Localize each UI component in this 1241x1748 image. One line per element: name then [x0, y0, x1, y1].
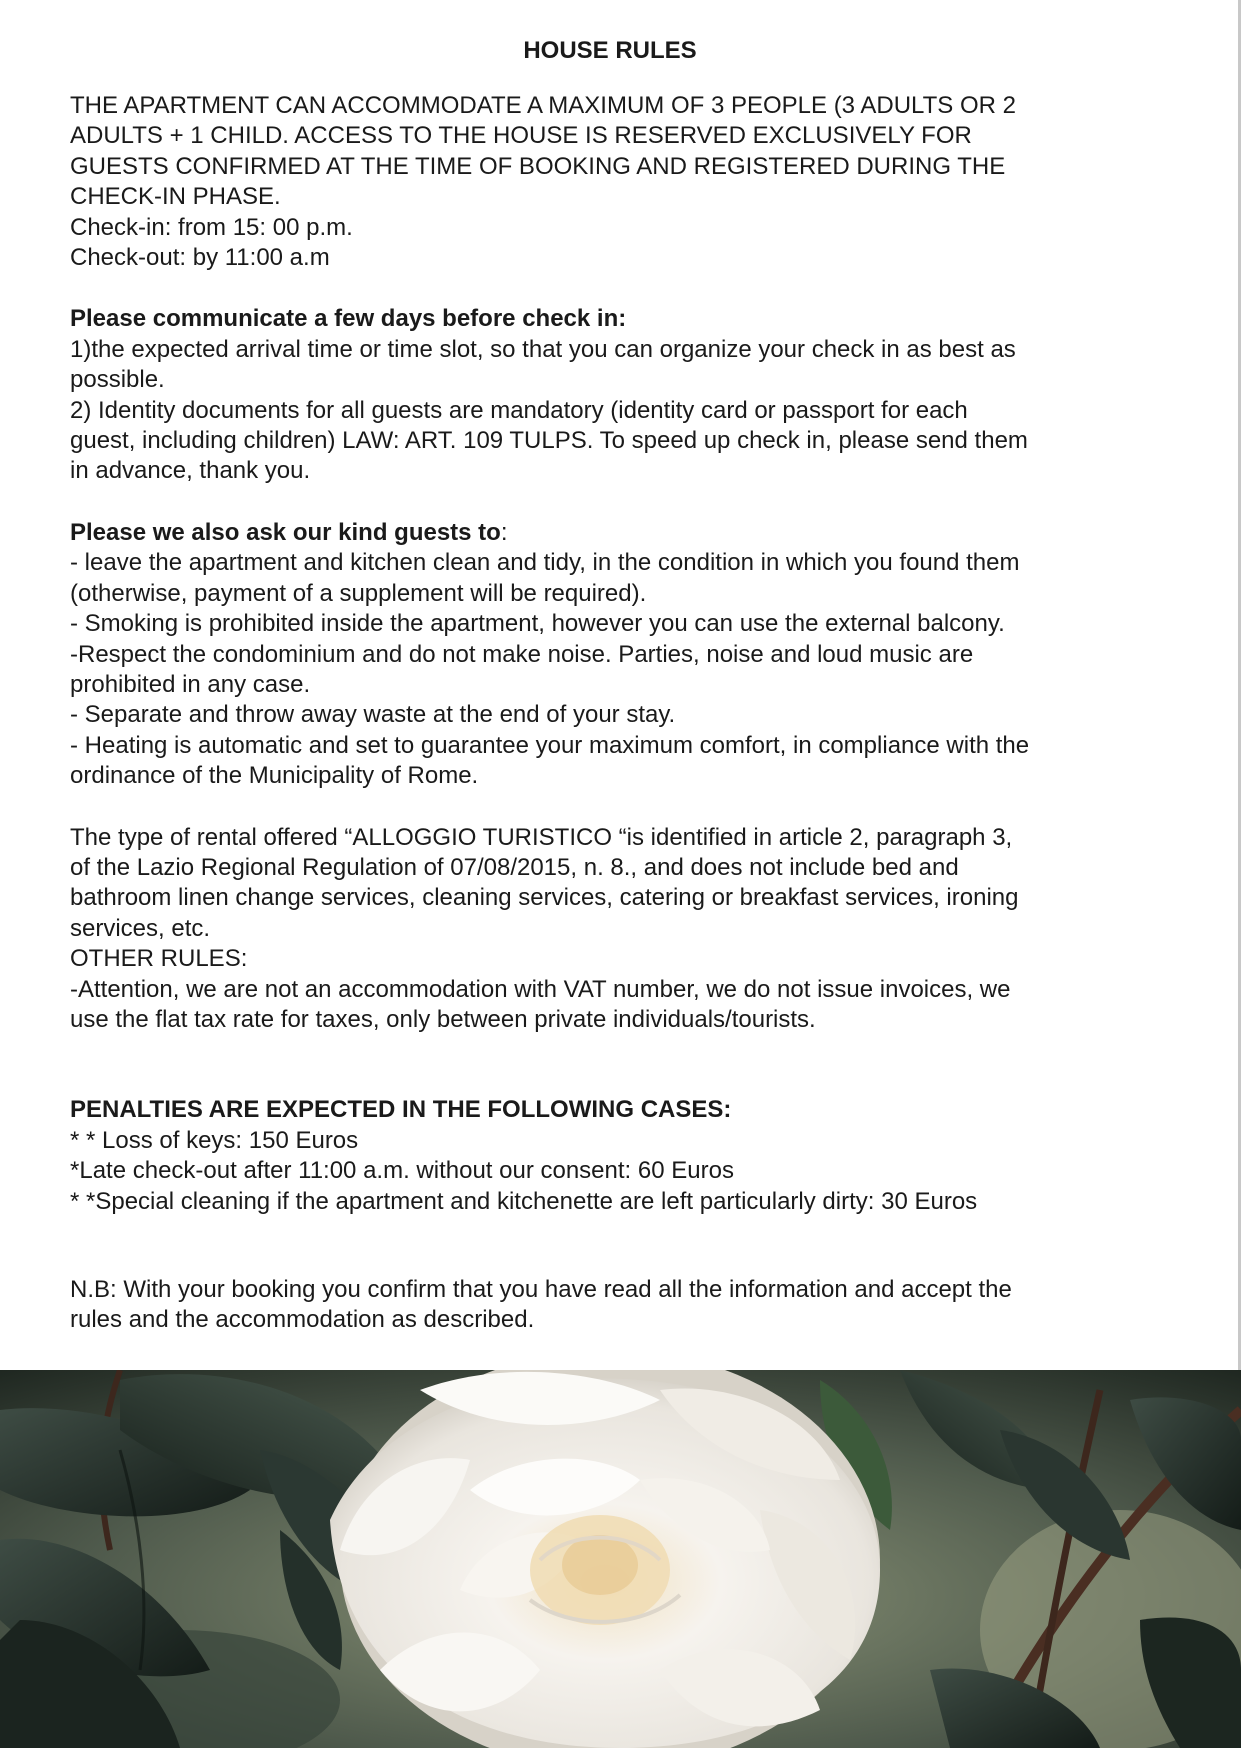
check-out-time: Check-out: by 11:00 a.m	[70, 244, 330, 272]
nb-section	[70, 1275, 1150, 1336]
intro-line: CHECK-IN PHASE.	[70, 183, 281, 211]
guest-request-line: prohibited in any case.	[70, 670, 311, 698]
guest-requests-section	[70, 518, 1150, 792]
guest-request-line: (otherwise, payment of a supplement will be required).	[70, 579, 647, 607]
camellia-photo	[0, 1370, 1241, 1748]
check-in-time: Check-in: from 15: 00 p.m.	[70, 213, 353, 241]
guest-request-line: - Smoking is prohibited inside the apartment, however you can use the external balcony.	[70, 610, 1005, 638]
guest-request-line: - Heating is automatic and set to guarantee your maximum comfort, in compliance with the	[70, 731, 1030, 759]
intro-line: GUESTS CONFIRMED AT THE TIME OF BOOKING AND REGISTERED DURING THE	[70, 152, 1006, 180]
guest-request-line: - leave the apartment and kitchen clean and tidy, in the condition in which you found them	[70, 549, 1020, 577]
page-title: HOUSE RULES	[523, 37, 697, 64]
camellia-flower	[330, 1370, 880, 1748]
guest-request-line: ordinance of the Municipality of Rome.	[70, 762, 479, 790]
guest-requests-heading: Please we also ask our kind guests to	[70, 518, 501, 546]
communicate-line: guest, including children) LAW: ART. 109 TULPS. To speed up check in, please send them	[70, 427, 1028, 455]
rental-line: of the Lazio Regional Regulation of 07/08/2015, n. 8., and does not include bed and	[70, 853, 959, 881]
guest-requests-heading-row	[70, 518, 1150, 548]
guest-request-line: -Respect the condominium and do not make noise. Parties, noise and loud music are	[70, 640, 974, 668]
guest-request-line: - Separate and throw away waste at the end of your stay.	[70, 701, 676, 729]
penalties-heading: PENALTIES ARE EXPECTED IN THE FOLLOWING CASES:	[70, 1096, 732, 1124]
rental-type-section	[70, 823, 1150, 1036]
rental-line: bathroom linen change services, cleaning services, catering or breakfast services, ironing	[70, 884, 1019, 912]
communicate-heading: Please communicate a few days before check in:	[70, 305, 627, 333]
penalty-line: * *Special cleaning if the apartment and kitchenette are left particularly dirty: 30 Euros	[70, 1187, 978, 1215]
intro-line: THE APARTMENT CAN ACCOMMODATE A MAXIMUM OF 3 PEOPLE (3 ADULTS OR 2	[70, 92, 1016, 119]
other-rules-heading: OTHER RULES:	[70, 945, 248, 973]
communicate-section	[70, 304, 1150, 486]
other-rules-line: -Attention, we are not an accommodation with VAT number, we do not issue invoices, we	[70, 975, 1011, 1003]
guest-requests-heading-colon: :	[500, 518, 508, 546]
penalties-section	[70, 1095, 1150, 1217]
intro-section	[70, 91, 1150, 273]
penalty-line: * * Loss of keys: 150 Euros	[70, 1126, 359, 1154]
other-rules-line: use the flat tax rate for taxes, only between private individuals/tourists.	[70, 1005, 816, 1033]
nb-line: rules and the accommodation as described.	[70, 1306, 535, 1334]
communicate-line: possible.	[70, 366, 165, 394]
rental-line: The type of rental offered “ALLOGGIO TURISTICO “is identified in article 2, paragraph 3,	[70, 823, 1013, 851]
penalty-line: *Late check-out after 11:00 a.m. without our consent: 60 Euros	[70, 1157, 734, 1185]
communicate-line: 1)the expected arrival time or time slot, so that you can organize your check in as best as	[70, 335, 1016, 363]
house-rules-document	[70, 36, 1150, 1336]
communicate-line: 2) Identity documents for all guests are mandatory (identity card or passport for each	[70, 396, 968, 424]
nb-line: N.B: With your booking you confirm that you have read all the information and accept the	[70, 1276, 1012, 1303]
rental-line: services, etc.	[70, 914, 211, 942]
intro-line: ADULTS + 1 CHILD. ACCESS TO THE HOUSE IS RESERVED EXCLUSIVELY FOR	[70, 122, 972, 150]
communicate-line: in advance, thank you.	[70, 457, 311, 485]
